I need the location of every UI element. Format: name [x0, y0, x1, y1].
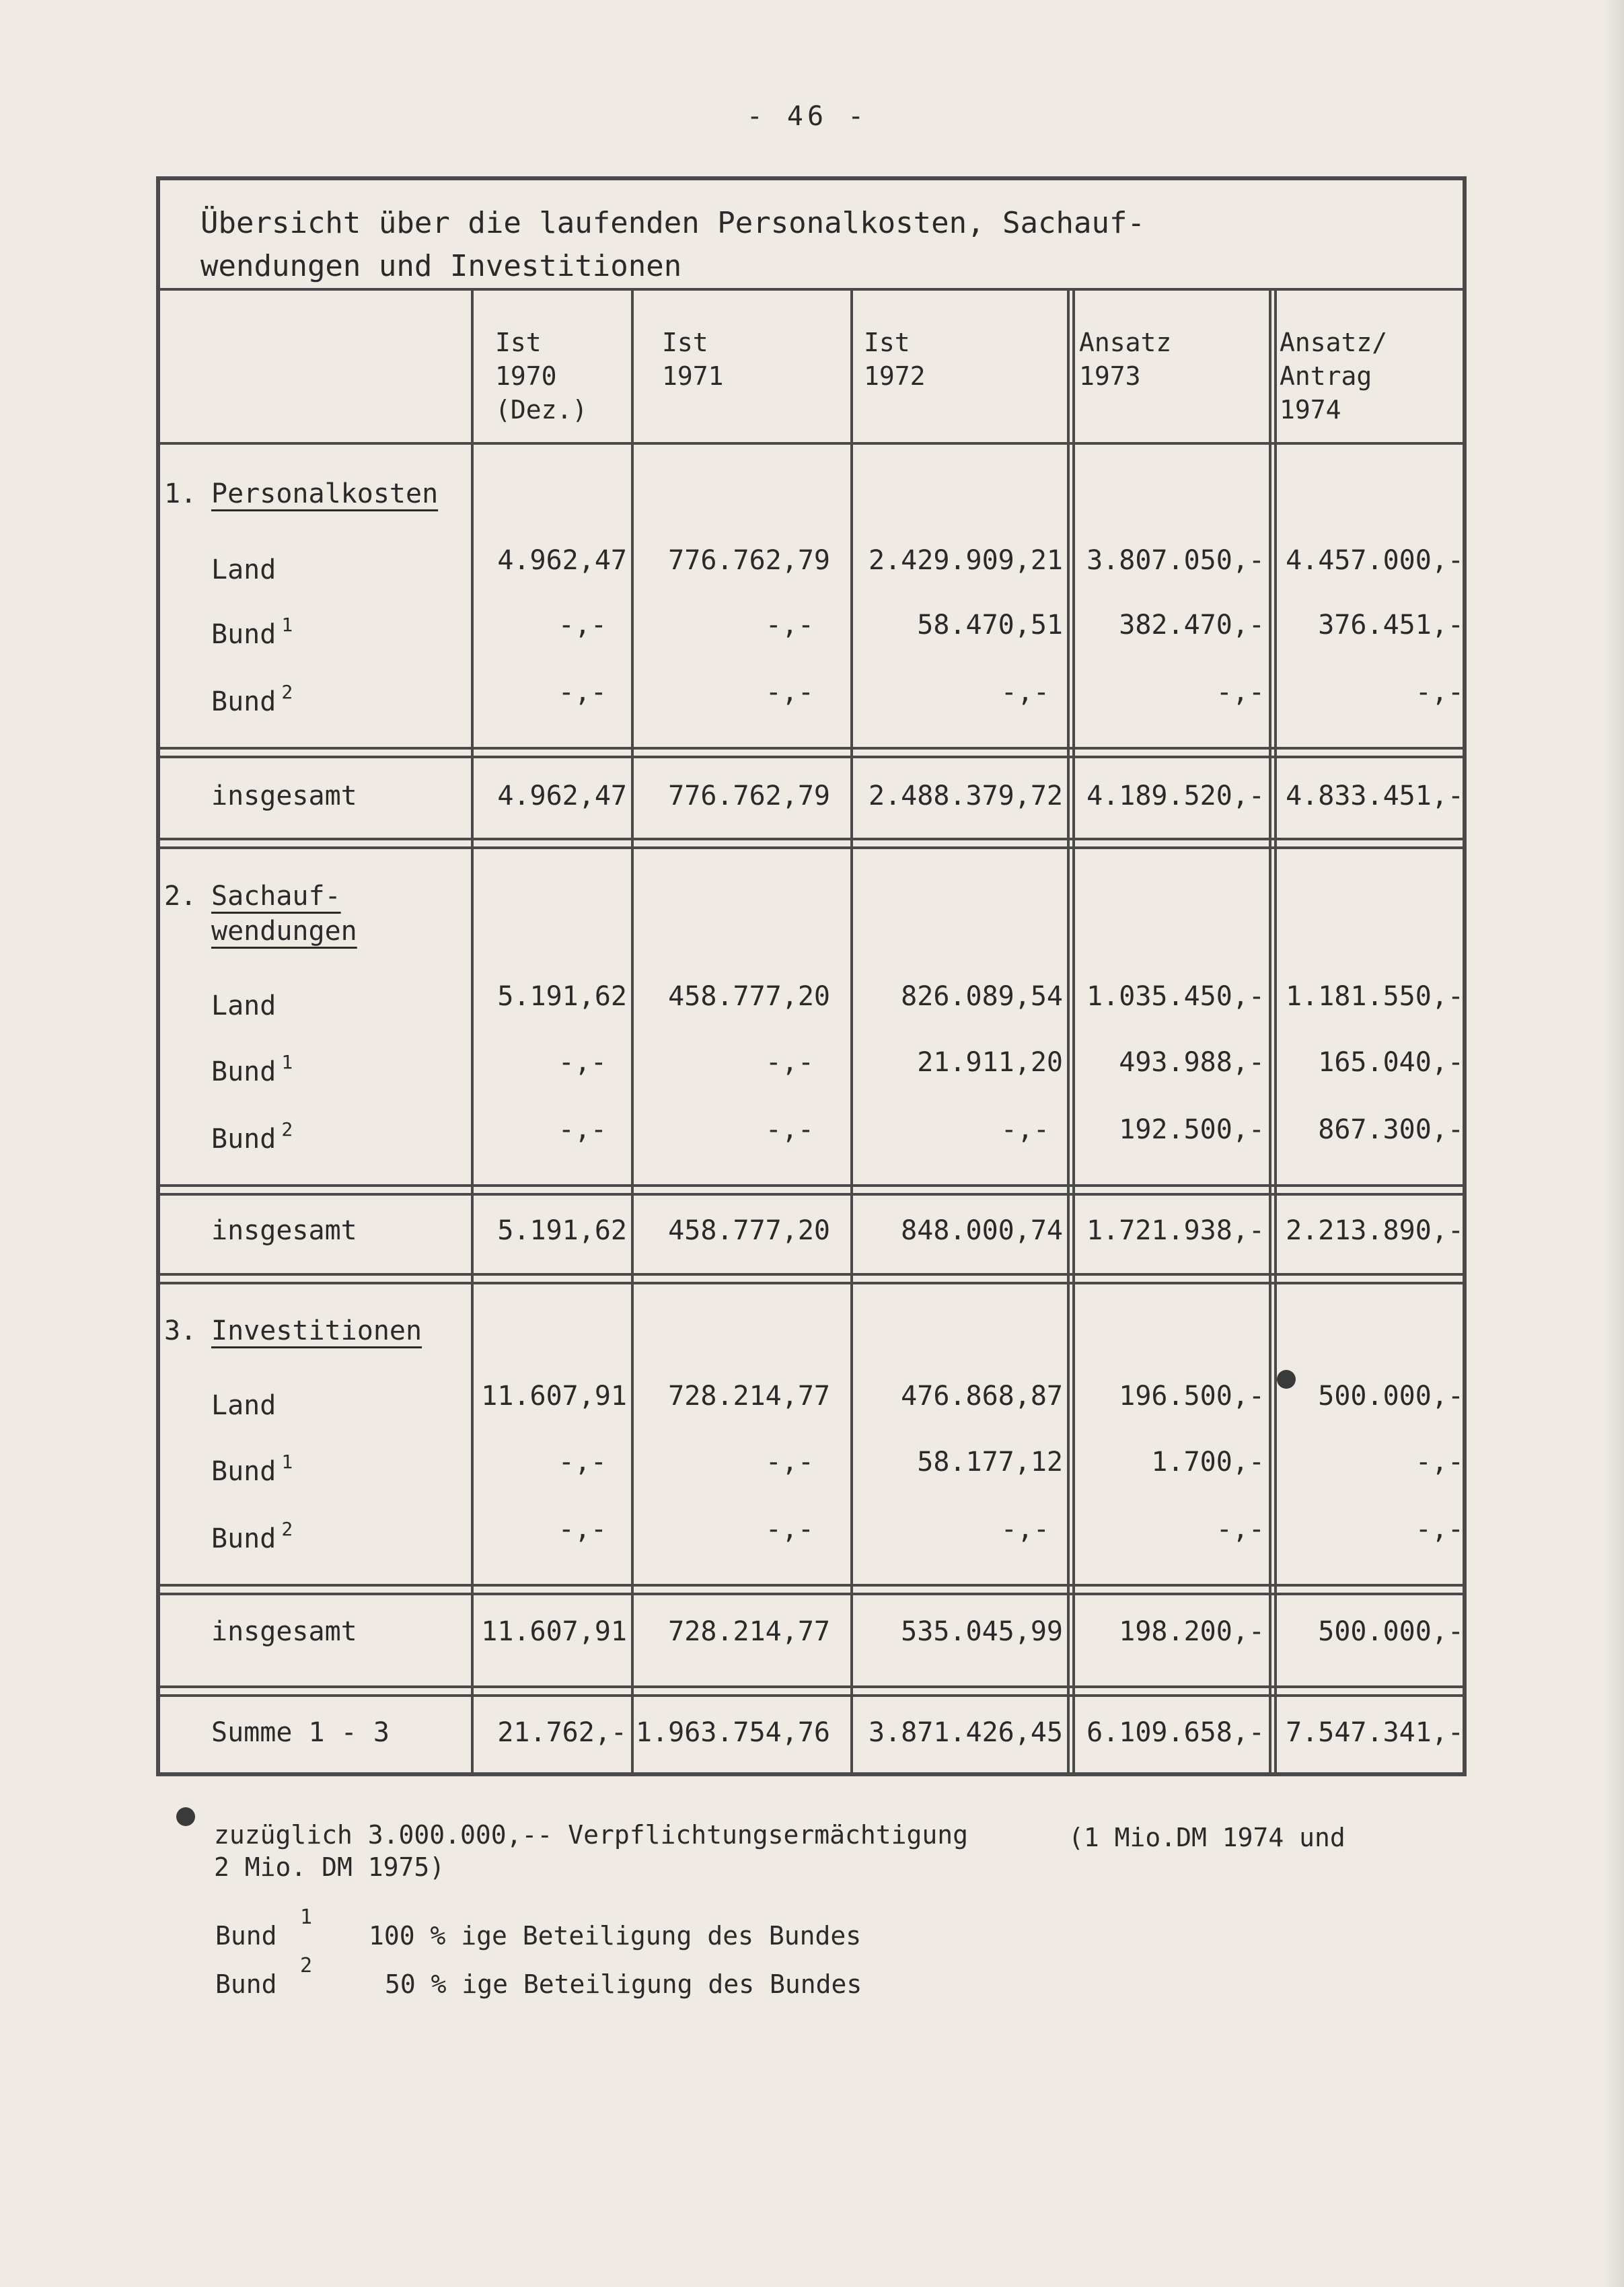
col-rule-1 [471, 288, 474, 1776]
table-cell: 165.040,- [1318, 1047, 1464, 1078]
table-cell: 58.177,12 [917, 1447, 1063, 1478]
total-cell: 2.213.890,- [1286, 1215, 1464, 1246]
total-cell: 458.777,20 [668, 1215, 830, 1246]
table-cell: -,- [765, 1047, 814, 1078]
row-label: Bund $^1$ [211, 614, 293, 650]
total-cell: 4.189.520,- [1086, 781, 1265, 811]
total-cell: 2.488.379,72 [869, 781, 1063, 811]
footnote-bund2-sup: 2 [300, 1954, 313, 1977]
total-cell: 4.962,47 [497, 781, 627, 811]
row-label: Bund $^1$ [211, 1451, 293, 1487]
table-cell: -,- [765, 1114, 814, 1145]
footnote-bund2-label: Bund [215, 1969, 277, 1999]
table-cell: 500.000,- [1318, 1381, 1464, 1412]
footnote-bullet-marker [1277, 1370, 1296, 1389]
col-header-1971: Ist 1971 [662, 328, 724, 391]
table-cell: -,- [1216, 677, 1265, 708]
row-label: Bund $^2$ [211, 1118, 293, 1155]
table-cell: -,- [1000, 677, 1049, 708]
table-cell: 376.451,- [1318, 610, 1464, 641]
table-cell: 192.500,- [1119, 1114, 1265, 1145]
footnote-bund1-text: 100 % ige Beteiligung des Bundes [369, 1921, 862, 1951]
total-cell: 500.000,- [1318, 1616, 1464, 1647]
grand-total-cell: 1.963.754,76 [636, 1717, 830, 1748]
table-cell: 826.089,54 [901, 981, 1063, 1012]
table-cell: 58.470,51 [917, 610, 1063, 641]
col-rule-4a [1067, 288, 1070, 1776]
grand-total-cell: 3.871.426,45 [869, 1717, 1063, 1748]
table-cell: -,- [1415, 1514, 1464, 1545]
table-cell: 21.911,20 [917, 1047, 1063, 1078]
grand-total-cell: 7.547.341,- [1286, 1717, 1464, 1748]
total-cell: 11.607,91 [481, 1616, 627, 1647]
total-label: insgesamt [211, 1616, 357, 1647]
row-label: Bund $^1$ [211, 1051, 293, 1087]
table-cell: -,- [1415, 1447, 1464, 1478]
total-cell: 848.000,74 [901, 1215, 1063, 1246]
table-cell: -,- [1216, 1514, 1265, 1545]
grand-total-cell: 6.109.658,- [1086, 1717, 1265, 1748]
total-cell: 5.191,62 [497, 1215, 627, 1246]
table-cell: 11.607,91 [481, 1381, 627, 1412]
col-header-1972: Ist 1972 [864, 328, 926, 391]
table-cell: 382.470,- [1119, 610, 1265, 641]
section-title: Personalkosten [211, 478, 439, 509]
row-label: Bund $^2$ [211, 1518, 293, 1554]
total-cell: 728.214,77 [668, 1616, 830, 1647]
table-cell: 3.807.050,- [1086, 545, 1265, 576]
col-rule-5b [1274, 288, 1277, 1776]
table-cell: -,- [558, 1447, 607, 1478]
col-rule-3 [850, 288, 853, 1776]
grand-total-cell: 21.762,- [497, 1717, 627, 1748]
page-edge-shadow [1604, 0, 1624, 2287]
row-label: Land [211, 554, 276, 585]
table-cell: -,- [558, 1514, 607, 1545]
col-rule-4b [1072, 288, 1075, 1776]
footnote-bullet-icon [176, 1807, 195, 1826]
col-rule-2 [631, 288, 634, 1776]
table-cell: 5.191,62 [497, 981, 627, 1012]
table-cell: -,- [558, 677, 607, 708]
table-cell: 1.700,- [1151, 1447, 1265, 1478]
col-rule-5a [1269, 288, 1271, 1776]
table-cell: 4.962,47 [497, 545, 627, 576]
table-cell: 776.762,79 [668, 545, 830, 576]
table-cell: 1.181.550,- [1286, 981, 1464, 1012]
table-cell: -,- [1415, 677, 1464, 708]
table-cell: 728.214,77 [668, 1381, 830, 1412]
total-cell: 198.200,- [1119, 1616, 1265, 1647]
section-number: 3. [164, 1315, 197, 1346]
table-cell: -,- [1000, 1114, 1049, 1145]
col-header-1974: Ansatz/ Antrag 1974 [1280, 328, 1388, 425]
table-title: Übersicht über die laufenden Personalkosten, Sachauf- wendungen und Investitionen [200, 206, 1145, 283]
footnote-bullet-paren: (1 Mio.DM 1974 und [1068, 1823, 1345, 1852]
table-cell: -,- [765, 677, 814, 708]
footnote-bund1-label: Bund [215, 1921, 277, 1951]
page-number: - 46 - [746, 101, 869, 132]
table-cell: -,- [1000, 1514, 1049, 1545]
col-header-1973: Ansatz 1973 [1079, 328, 1172, 391]
table-cell: -,- [558, 610, 607, 641]
row-label: Bund $^2$ [211, 681, 293, 717]
table-cell: -,- [765, 1447, 814, 1478]
section-title: Sachauf- wendungen [211, 881, 357, 947]
row-label: Land [211, 1390, 276, 1421]
section-title: Investitionen [211, 1315, 422, 1346]
table-cell: 2.429.909,21 [869, 545, 1063, 576]
table-cell: -,- [765, 1514, 814, 1545]
table-cell: 196.500,- [1119, 1381, 1265, 1412]
footnote-bullet-text-2: 2 Mio. DM 1975) [214, 1852, 445, 1882]
total-label: insgesamt [211, 1215, 357, 1246]
total-cell: 1.721.938,- [1086, 1215, 1265, 1246]
table-cell: 4.457.000,- [1286, 545, 1464, 576]
grand-total-label: Summe 1 - 3 [211, 1717, 390, 1748]
table-cell: 476.868,87 [901, 1381, 1063, 1412]
footnote-bullet-text: zuzüglich 3.000.000,-- Verpflichtungsermächtigung [214, 1820, 969, 1850]
total-cell: 535.045,99 [901, 1616, 1063, 1647]
col-header-1970: Ist 1970 (Dez.) [495, 328, 588, 425]
section-number: 1. [164, 478, 197, 509]
footnote-bund2-text: 50 % ige Beteiligung des Bundes [385, 1969, 862, 1999]
row-label: Land [211, 990, 276, 1021]
total-cell: 776.762,79 [668, 781, 830, 811]
table-cell: -,- [765, 610, 814, 641]
table-cell: 867.300,- [1318, 1114, 1464, 1145]
table-cell: -,- [558, 1047, 607, 1078]
table-cell: 493.988,- [1119, 1047, 1265, 1078]
table-cell: -,- [558, 1114, 607, 1145]
footnote-bund1-sup: 1 [300, 1905, 313, 1929]
total-label: insgesamt [211, 781, 357, 811]
total-cell: 4.833.451,- [1286, 781, 1464, 811]
section-number: 2. [164, 881, 197, 912]
table-cell: 458.777,20 [668, 981, 830, 1012]
table-cell: 1.035.450,- [1086, 981, 1265, 1012]
